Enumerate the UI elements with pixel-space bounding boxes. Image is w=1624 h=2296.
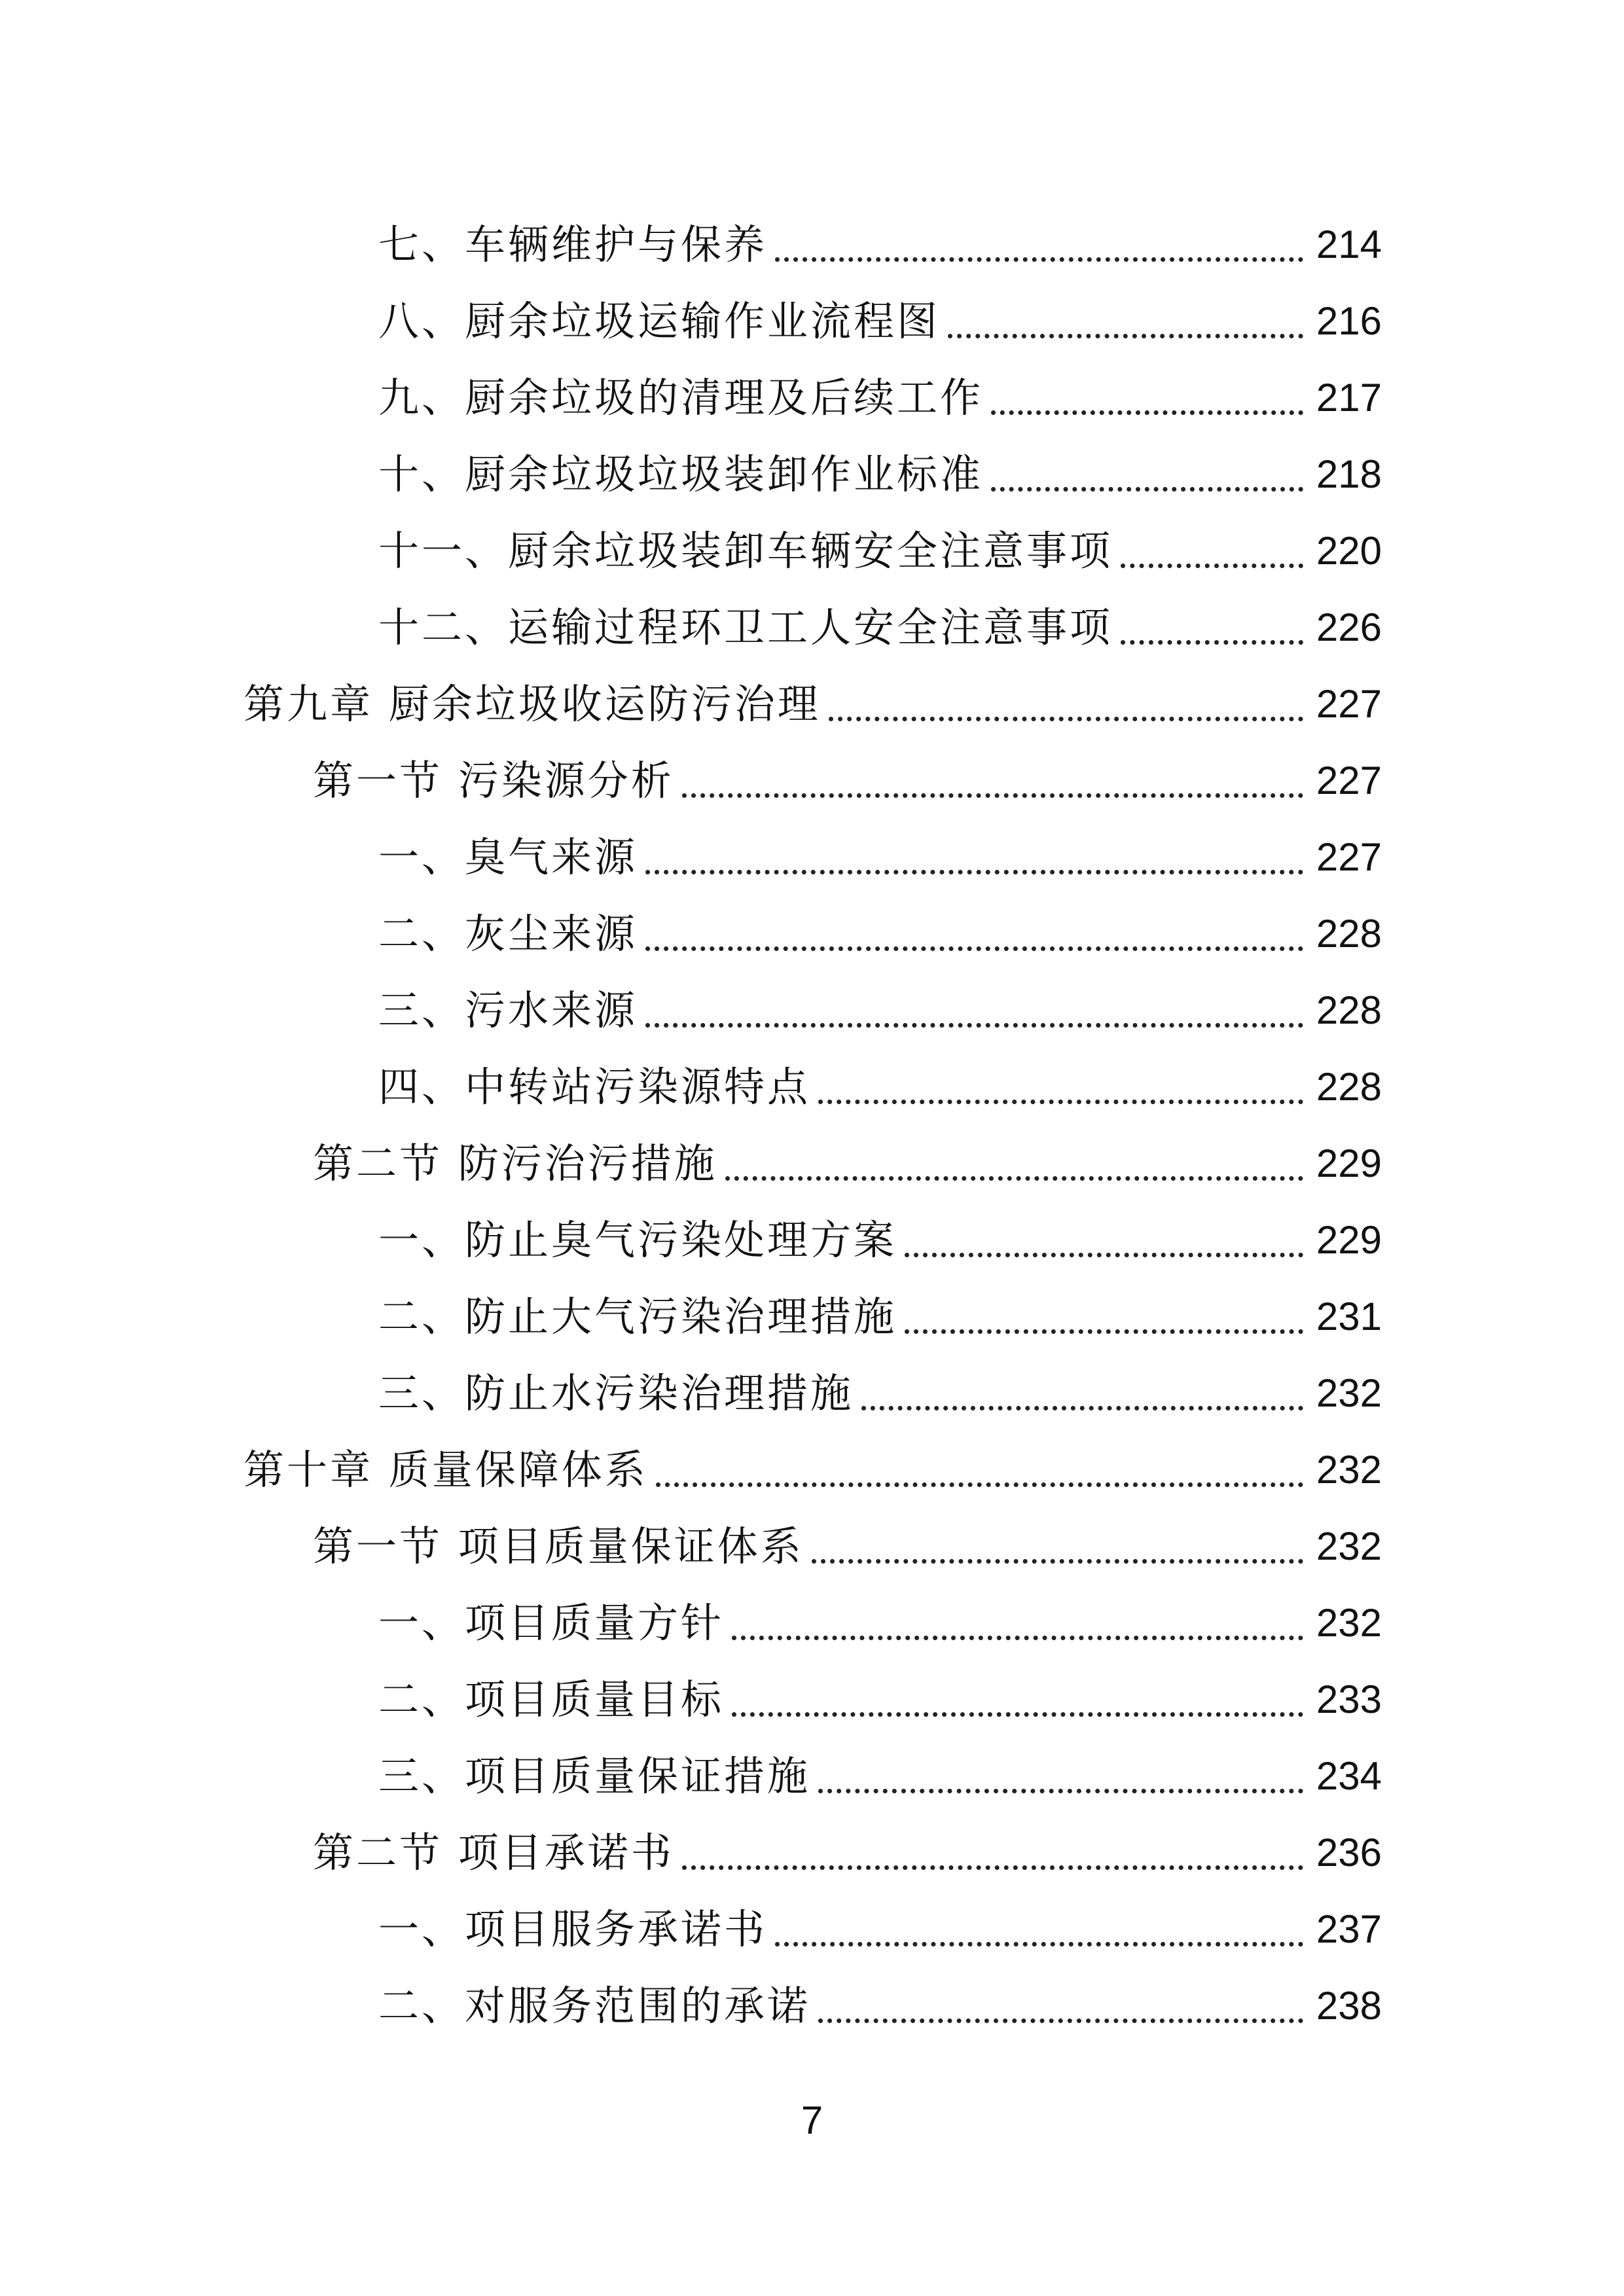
toc-dot-leader [818,2018,1303,2023]
toc-entry-title: 四、中转站污染源特点 [378,1063,811,1111]
toc-dot-leader [818,1788,1303,1793]
toc-entry-title: 一、项目质量方针 [378,1599,725,1647]
toc-entry-title: 第九章 厨余垃圾收运防污治理 [244,680,821,728]
toc-entry-page: 228 [1316,988,1382,1032]
toc-entry-page: 231 [1316,1295,1382,1338]
toc-dot-leader [682,1865,1303,1870]
toc-entry-title: 十一、厨余垃圾装卸车辆安全注意事项 [378,527,1113,575]
toc-dot-leader [775,1941,1303,1946]
toc-dot-leader [732,1635,1303,1640]
toc-chapter-entry[interactable] [0,660,1624,737]
toc-entry-page: 214 [1316,223,1382,266]
toc-entry-title: 第二节 防污治污措施 [313,1139,717,1187]
toc-entry[interactable] [0,1656,1624,1732]
toc-entry-title: 三、污水来源 [378,986,638,1034]
toc-dot-leader [861,1405,1303,1410]
toc-dot-leader [645,1022,1303,1028]
toc-entry[interactable] [0,1732,1624,1809]
toc-entry-page: 236 [1316,1831,1382,1874]
toc-dot-leader [905,1252,1303,1257]
toc-entry-title: 十、厨余垃圾垃圾装卸作业标准 [378,450,984,498]
toc-entry[interactable] [0,1196,1624,1273]
toc-dot-leader [905,1329,1303,1334]
toc-entry[interactable] [0,1043,1624,1120]
toc-dot-leader [682,793,1303,798]
toc-dot-leader [1121,563,1303,568]
toc-entry-title: 二、防止大气污染治理措施 [378,1293,897,1340]
toc-dot-leader [829,716,1303,721]
toc-dot-leader [775,257,1303,262]
toc-entry[interactable] [0,354,1624,431]
toc-dot-leader [725,1175,1303,1181]
toc-entry-title: 十二、运输过程环卫工人安全注意事项 [378,603,1113,651]
toc-entry-page: 218 [1316,452,1382,496]
table-of-contents [0,201,1624,2039]
toc-entry-page: 228 [1316,912,1382,956]
toc-entry-title: 二、对服务范围的承诺 [378,1982,811,2030]
toc-section-entry[interactable] [0,1809,1624,1886]
toc-entry[interactable] [0,278,1624,354]
toc-entry[interactable] [0,890,1624,967]
toc-entry-title: 一、项目服务承诺书 [378,1905,768,1953]
toc-entry[interactable] [0,201,1624,278]
toc-entry[interactable] [0,1962,1624,2039]
toc-dot-leader [991,486,1303,492]
toc-entry-title: 三、项目质量保证措施 [378,1752,811,1800]
toc-entry[interactable] [0,584,1624,660]
toc-dot-leader [948,333,1303,338]
toc-entry[interactable] [0,1886,1624,1962]
toc-entry-title: 二、项目质量目标 [378,1676,725,1723]
toc-entry-page: 237 [1316,1907,1382,1951]
toc-entry-page: 220 [1316,529,1382,573]
toc-dot-leader [1121,639,1303,645]
toc-entry-page: 232 [1316,1448,1382,1492]
toc-entry-page: 216 [1316,299,1382,343]
toc-entry-title: 二、灰尘来源 [378,910,638,958]
toc-entry-title: 九、厨余垃圾的清理及后续工作 [378,374,984,422]
toc-entry-page: 238 [1316,1984,1382,2028]
toc-entry[interactable] [0,431,1624,507]
toc-entry-title: 八、厨余垃圾运输作业流程图 [378,297,941,345]
toc-entry-page: 232 [1316,1601,1382,1645]
toc-entry-title: 一、防止臭气污染处理方案 [378,1216,897,1264]
toc-dot-leader [656,1482,1303,1487]
toc-entry-title: 第十章 质量保障体系 [244,1446,648,1494]
toc-entry-page: 217 [1316,376,1382,420]
toc-entry[interactable] [0,814,1624,890]
toc-entry-title: 三、防止水污染治理措施 [378,1369,854,1417]
toc-dot-leader [812,1558,1303,1564]
toc-entry-page: 229 [1316,1141,1382,1185]
toc-entry-title: 一、臭气来源 [378,833,638,881]
toc-section-entry[interactable] [0,1120,1624,1196]
toc-section-entry[interactable] [0,737,1624,814]
toc-entry-page: 226 [1316,605,1382,649]
toc-entry-page: 227 [1316,835,1382,879]
toc-entry-page: 232 [1316,1524,1382,1568]
toc-entry-title: 第一节 项目质量保证体系 [313,1522,804,1570]
toc-dot-leader [645,946,1303,951]
toc-entry-page: 233 [1316,1677,1382,1721]
toc-entry-title: 七、车辆维护与保养 [378,221,768,268]
toc-dot-leader [732,1712,1303,1717]
toc-entry-page: 234 [1316,1754,1382,1798]
toc-entry-page: 229 [1316,1218,1382,1262]
toc-entry-page: 232 [1316,1371,1382,1415]
toc-section-entry[interactable] [0,1503,1624,1579]
toc-dot-leader [991,410,1303,415]
toc-entry-page: 228 [1316,1065,1382,1109]
page-number: 7 [801,2098,823,2142]
toc-entry-page: 227 [1316,682,1382,726]
toc-entry-title: 第二节 项目承诺书 [313,1829,674,1876]
toc-dot-leader [818,1099,1303,1104]
toc-entry-page: 227 [1316,759,1382,802]
toc-entry[interactable] [0,967,1624,1043]
toc-entry[interactable] [0,1273,1624,1350]
toc-dot-leader [645,869,1303,874]
toc-entry[interactable] [0,1350,1624,1426]
toc-chapter-entry[interactable] [0,1426,1624,1503]
toc-entry[interactable] [0,1579,1624,1656]
toc-entry[interactable] [0,507,1624,584]
toc-entry-title: 第一节 污染源分析 [313,757,674,804]
